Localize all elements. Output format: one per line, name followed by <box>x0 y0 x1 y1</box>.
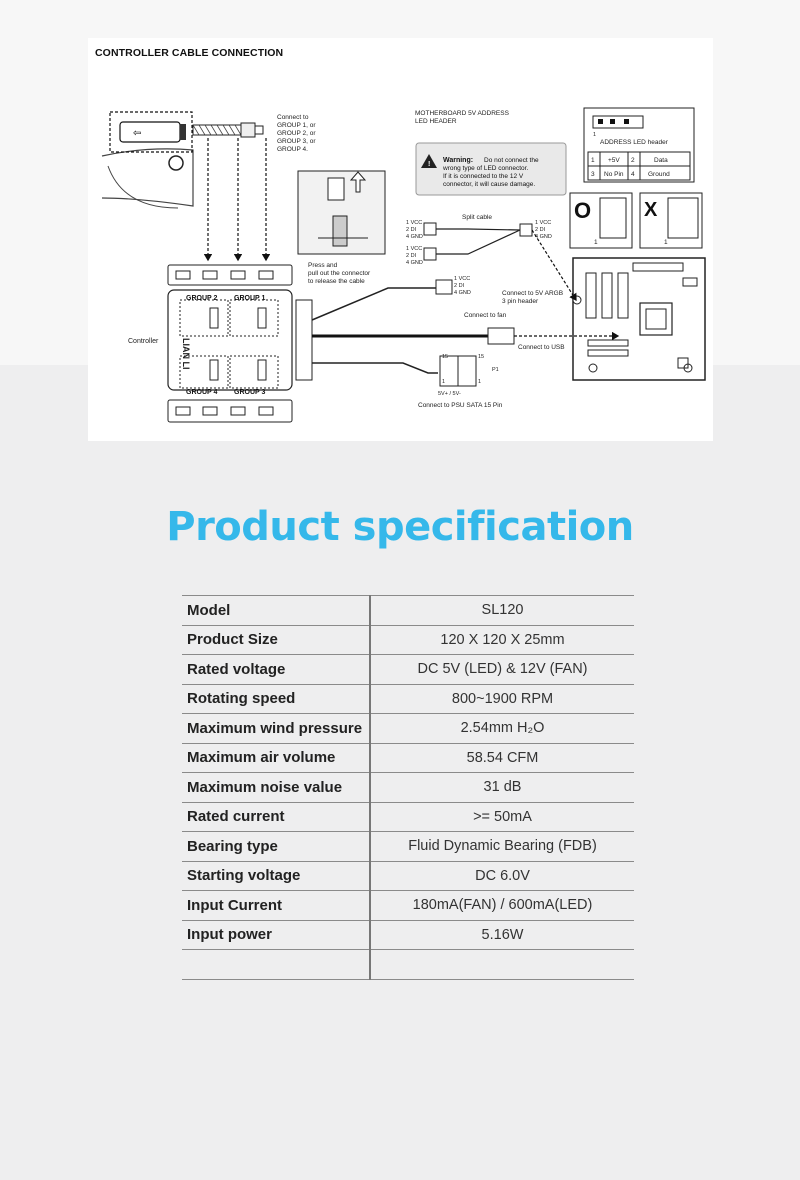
lianli-logo: LIAN LI <box>181 338 191 370</box>
spec-label: Maximum noise value <box>182 773 370 803</box>
psu-note: Connect to PSU SATA 15 Pin <box>418 402 503 409</box>
svg-text:GROUP 3, or: GROUP 3, or <box>277 138 316 145</box>
svg-text:2 DI: 2 DI <box>406 227 417 233</box>
svg-text:to release the cable: to release the cable <box>308 278 365 285</box>
spec-label: Input power <box>182 920 370 950</box>
svg-text:GROUP 4.: GROUP 4. <box>277 146 308 153</box>
spec-row <box>182 950 634 980</box>
spec-label <box>182 950 370 980</box>
fan-hub-illustration <box>102 112 193 208</box>
svg-text:4: 4 <box>631 171 635 178</box>
split-pins-c <box>535 220 552 240</box>
controller-label: Controller <box>128 338 159 345</box>
usb-note: Connect to USB <box>518 344 565 351</box>
address-header-table <box>584 108 694 182</box>
spec-value <box>370 950 634 980</box>
svg-text:Do not connect the: Do not connect the <box>484 157 539 164</box>
svg-text:2 DI: 2 DI <box>406 253 417 259</box>
svg-text:ADDRESS LED header: ADDRESS LED header <box>600 139 668 146</box>
svg-text:P1: P1 <box>492 367 499 373</box>
spec-row <box>182 684 634 714</box>
spec-label: Rated current <box>182 802 370 832</box>
svg-text:GROUP 2, or: GROUP 2, or <box>277 130 316 137</box>
spec-row <box>182 655 634 685</box>
svg-text:2: 2 <box>631 157 635 164</box>
svg-text:Connect to 5V ARGB: Connect to 5V ARGB <box>502 290 564 297</box>
warning-icon: ! <box>428 161 431 168</box>
controller-box <box>168 265 312 422</box>
svg-text:Connect to: Connect to <box>277 114 309 121</box>
spec-label: Rotating speed <box>182 684 370 714</box>
spec-label: Bearing type <box>182 832 370 862</box>
svg-text:O: O <box>574 198 592 223</box>
spec-label: Rated voltage <box>182 655 370 685</box>
svg-text:GROUP 2: GROUP 2 <box>186 295 218 302</box>
spec-label: Starting voltage <box>182 861 370 891</box>
spec-value: 800~1900 RPM <box>370 684 634 714</box>
correct-connector-example <box>570 193 632 248</box>
svg-text:4 GND: 4 GND <box>406 234 423 240</box>
spec-value: 5.16W <box>370 920 634 950</box>
connect-groups-note <box>277 114 316 153</box>
spec-table <box>182 595 634 980</box>
spec-value: Fluid Dynamic Bearing (FDB) <box>370 832 634 862</box>
fan-note: Connect to fan <box>464 312 507 319</box>
svg-text:1: 1 <box>664 239 668 246</box>
svg-text:GROUP 1, or: GROUP 1, or <box>277 122 316 129</box>
svg-text:X: X <box>644 199 658 221</box>
svg-text:connector, it will cause damag: connector, it will cause damage. <box>443 181 536 188</box>
spec-label: Product Size <box>182 625 370 655</box>
svg-text:Data: Data <box>654 157 668 164</box>
split-pins-d <box>454 276 471 296</box>
svg-text:Press and: Press and <box>308 262 338 269</box>
spec-row <box>182 596 634 626</box>
press-note <box>308 262 371 285</box>
svg-text:LED HEADER: LED HEADER <box>415 118 457 125</box>
spec-heading: Product specification <box>166 504 634 550</box>
svg-text:Ground: Ground <box>648 171 670 178</box>
spec-label: Model <box>182 596 370 626</box>
svg-text:MOTHERBOARD 5V ADDRESS: MOTHERBOARD 5V ADDRESS <box>415 110 509 117</box>
svg-text:+5V: +5V <box>608 157 620 164</box>
svg-text:3: 3 <box>591 171 595 178</box>
svg-text:2 DI: 2 DI <box>454 283 465 289</box>
svg-text:4 GND: 4 GND <box>406 260 423 266</box>
svg-text:If it is connected to the 12 V: If it is connected to the 12 V <box>443 173 524 180</box>
svg-text:4 GND: 4 GND <box>535 234 552 240</box>
svg-text:wrong type of LED connector.: wrong type of LED connector. <box>443 165 529 172</box>
spec-value: 180mA(FAN) / 600mA(LED) <box>370 891 634 921</box>
wrong-connector-example <box>640 193 702 248</box>
svg-text:1: 1 <box>478 379 482 385</box>
svg-text:1: 1 <box>591 157 595 164</box>
spec-label: Input Current <box>182 891 370 921</box>
split-pins-a <box>406 220 423 240</box>
svg-text:GROUP 1: GROUP 1 <box>234 295 266 302</box>
spec-row <box>182 920 634 950</box>
svg-text:4 GND: 4 GND <box>454 290 471 296</box>
spec-row <box>182 802 634 832</box>
diagram-title: CONTROLLER CABLE CONNECTION <box>95 47 284 59</box>
controller-cable-diagram <box>88 38 713 441</box>
svg-text:1: 1 <box>594 239 598 246</box>
press-release-inset <box>298 171 385 254</box>
svg-text:15: 15 <box>442 354 449 360</box>
svg-text:pull out the connector: pull out the connector <box>308 270 371 277</box>
svg-text:2 DI: 2 DI <box>535 227 546 233</box>
svg-text:1 VCC: 1 VCC <box>454 276 471 282</box>
spec-row <box>182 773 634 803</box>
spec-row <box>182 714 634 744</box>
spec-row <box>182 891 634 921</box>
spec-value: 120 X 120 X 25mm <box>370 625 634 655</box>
argb-note <box>502 290 563 305</box>
spec-value: 58.54 CFM <box>370 743 634 773</box>
svg-text:1 VCC: 1 VCC <box>406 246 423 252</box>
split-pins-b <box>406 246 423 266</box>
motherboard-header-label <box>415 110 510 125</box>
fan-cable <box>193 123 263 137</box>
svg-text:3 pin header: 3 pin header <box>502 298 539 305</box>
svg-text:1: 1 <box>593 132 597 138</box>
spec-value: 31 dB <box>370 773 634 803</box>
split-cable-label: Split cable <box>462 214 492 221</box>
spec-row <box>182 625 634 655</box>
warning-box <box>416 143 566 195</box>
spec-value: DC 6.0V <box>370 861 634 891</box>
svg-text:1: 1 <box>442 379 446 385</box>
spec-value: SL120 <box>370 596 634 626</box>
spec-label: Maximum air volume <box>182 743 370 773</box>
spec-row <box>182 743 634 773</box>
spec-label: Maximum wind pressure <box>182 714 370 744</box>
svg-text:No Pin: No Pin <box>604 171 624 178</box>
spec-value: 2.54mm H₂O <box>370 714 634 744</box>
spec-value: DC 5V (LED) & 12V (FAN) <box>370 655 634 685</box>
svg-text:Warning:: Warning: <box>443 157 474 164</box>
spec-row <box>182 832 634 862</box>
svg-text:5V+ / 5V-: 5V+ / 5V- <box>438 391 461 397</box>
spec-row <box>182 861 634 891</box>
spec-value: >= 50mA <box>370 802 634 832</box>
svg-text:1 VCC: 1 VCC <box>406 220 423 226</box>
svg-text:1 VCC: 1 VCC <box>535 220 552 226</box>
arrow-left-icon: ⇦ <box>133 128 142 139</box>
svg-text:GROUP 3: GROUP 3 <box>234 389 266 396</box>
wiring-illustration <box>88 38 713 441</box>
motherboard-illustration <box>573 258 705 380</box>
svg-text:GROUP 4: GROUP 4 <box>186 389 218 396</box>
svg-text:15: 15 <box>478 354 485 360</box>
